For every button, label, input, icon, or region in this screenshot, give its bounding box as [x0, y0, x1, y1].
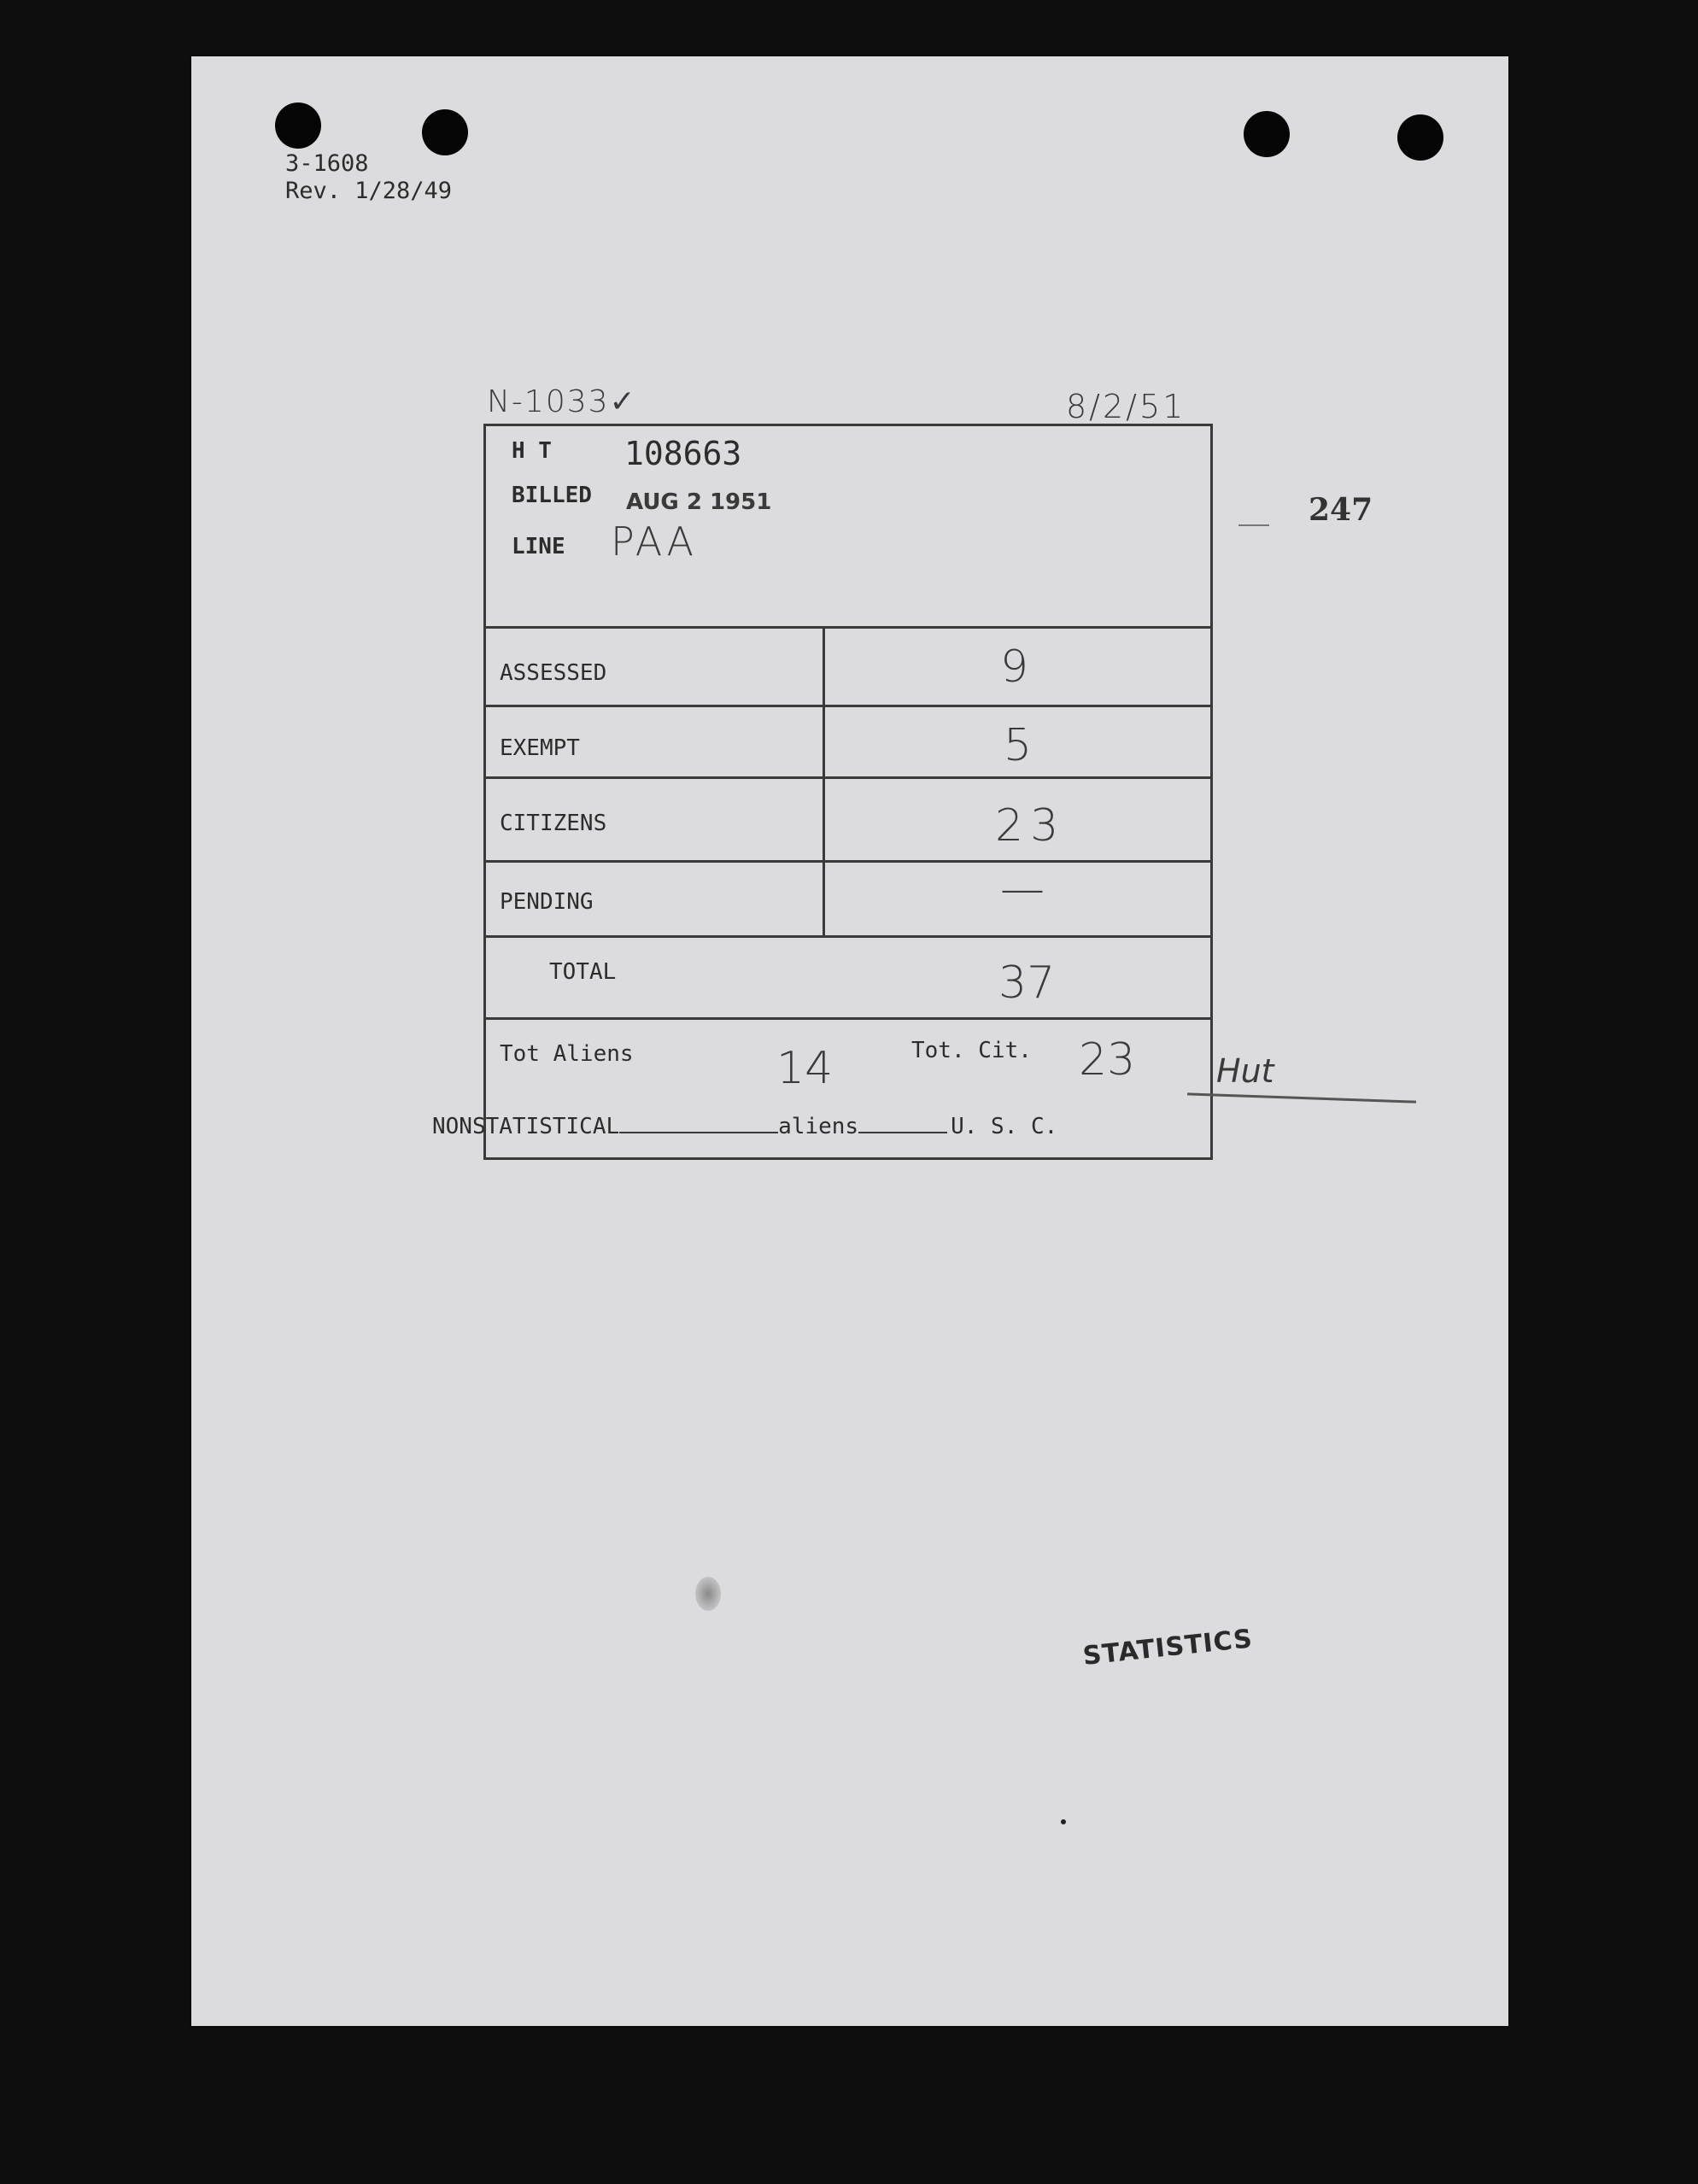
tot-cit-value: 23: [1079, 1034, 1136, 1086]
smudge: [695, 1577, 721, 1611]
tot-aliens-label: Tot Aliens: [500, 1041, 634, 1067]
assessed-label: ASSESSED: [500, 660, 607, 686]
citizens-value: 23: [995, 800, 1066, 852]
pending-value: —: [1000, 864, 1045, 915]
ht-value: 108663: [624, 435, 742, 472]
assessed-value: 9: [1000, 641, 1029, 693]
statistics-stamp: STATISTICS: [1081, 1624, 1255, 1672]
form-number: 3-1608: [285, 150, 369, 177]
tot-aliens-value: 14: [776, 1043, 834, 1094]
billed-label: BILLED: [512, 483, 592, 508]
page-number: 247: [1309, 492, 1373, 528]
punch-hole: [275, 102, 321, 149]
blank-field: [619, 1132, 778, 1133]
punch-hole: [1244, 111, 1290, 157]
divider: [486, 776, 1210, 779]
signature-line: [1187, 1092, 1416, 1103]
divider: [486, 705, 1210, 707]
citizens-label: CITIZENS: [500, 811, 607, 836]
aliens-label: aliens: [778, 1114, 859, 1139]
exempt-value: 5: [1004, 720, 1033, 771]
divider: [823, 626, 825, 935]
line-label: LINE: [512, 534, 565, 559]
nonstatistical-line: [432, 1114, 1057, 1139]
pending-label: PENDING: [500, 889, 594, 915]
blank-field: [858, 1132, 947, 1133]
total-label: TOTAL: [549, 959, 617, 985]
initials: Hut: [1216, 1052, 1274, 1090]
punch-hole: [422, 109, 468, 155]
divider: [486, 860, 1210, 863]
exempt-label: EXEMPT: [500, 735, 580, 761]
tot-cit-label: Tot. Cit.: [911, 1038, 1032, 1063]
line-value: PAA: [611, 518, 698, 565]
file-number: N-1033✓: [487, 384, 637, 419]
ht-label: H T: [512, 438, 552, 464]
divider: [1238, 524, 1269, 526]
nonstatistical-label: NONSTATISTICAL: [432, 1114, 620, 1139]
handwritten-date: 8/2/51: [1066, 388, 1186, 425]
statistics-form: [483, 424, 1213, 1160]
form-revision: Rev. 1/28/49: [285, 178, 453, 204]
divider: [486, 935, 1210, 938]
usc-label: U. S. C.: [951, 1114, 1058, 1139]
total-value: 37: [998, 957, 1056, 1009]
divider: [486, 1017, 1210, 1020]
document-page: [191, 56, 1508, 2026]
billed-date-stamp: AUG 2 1951: [626, 489, 772, 515]
punch-hole: [1397, 114, 1443, 161]
speck: [1061, 1819, 1066, 1824]
divider: [486, 626, 1210, 629]
